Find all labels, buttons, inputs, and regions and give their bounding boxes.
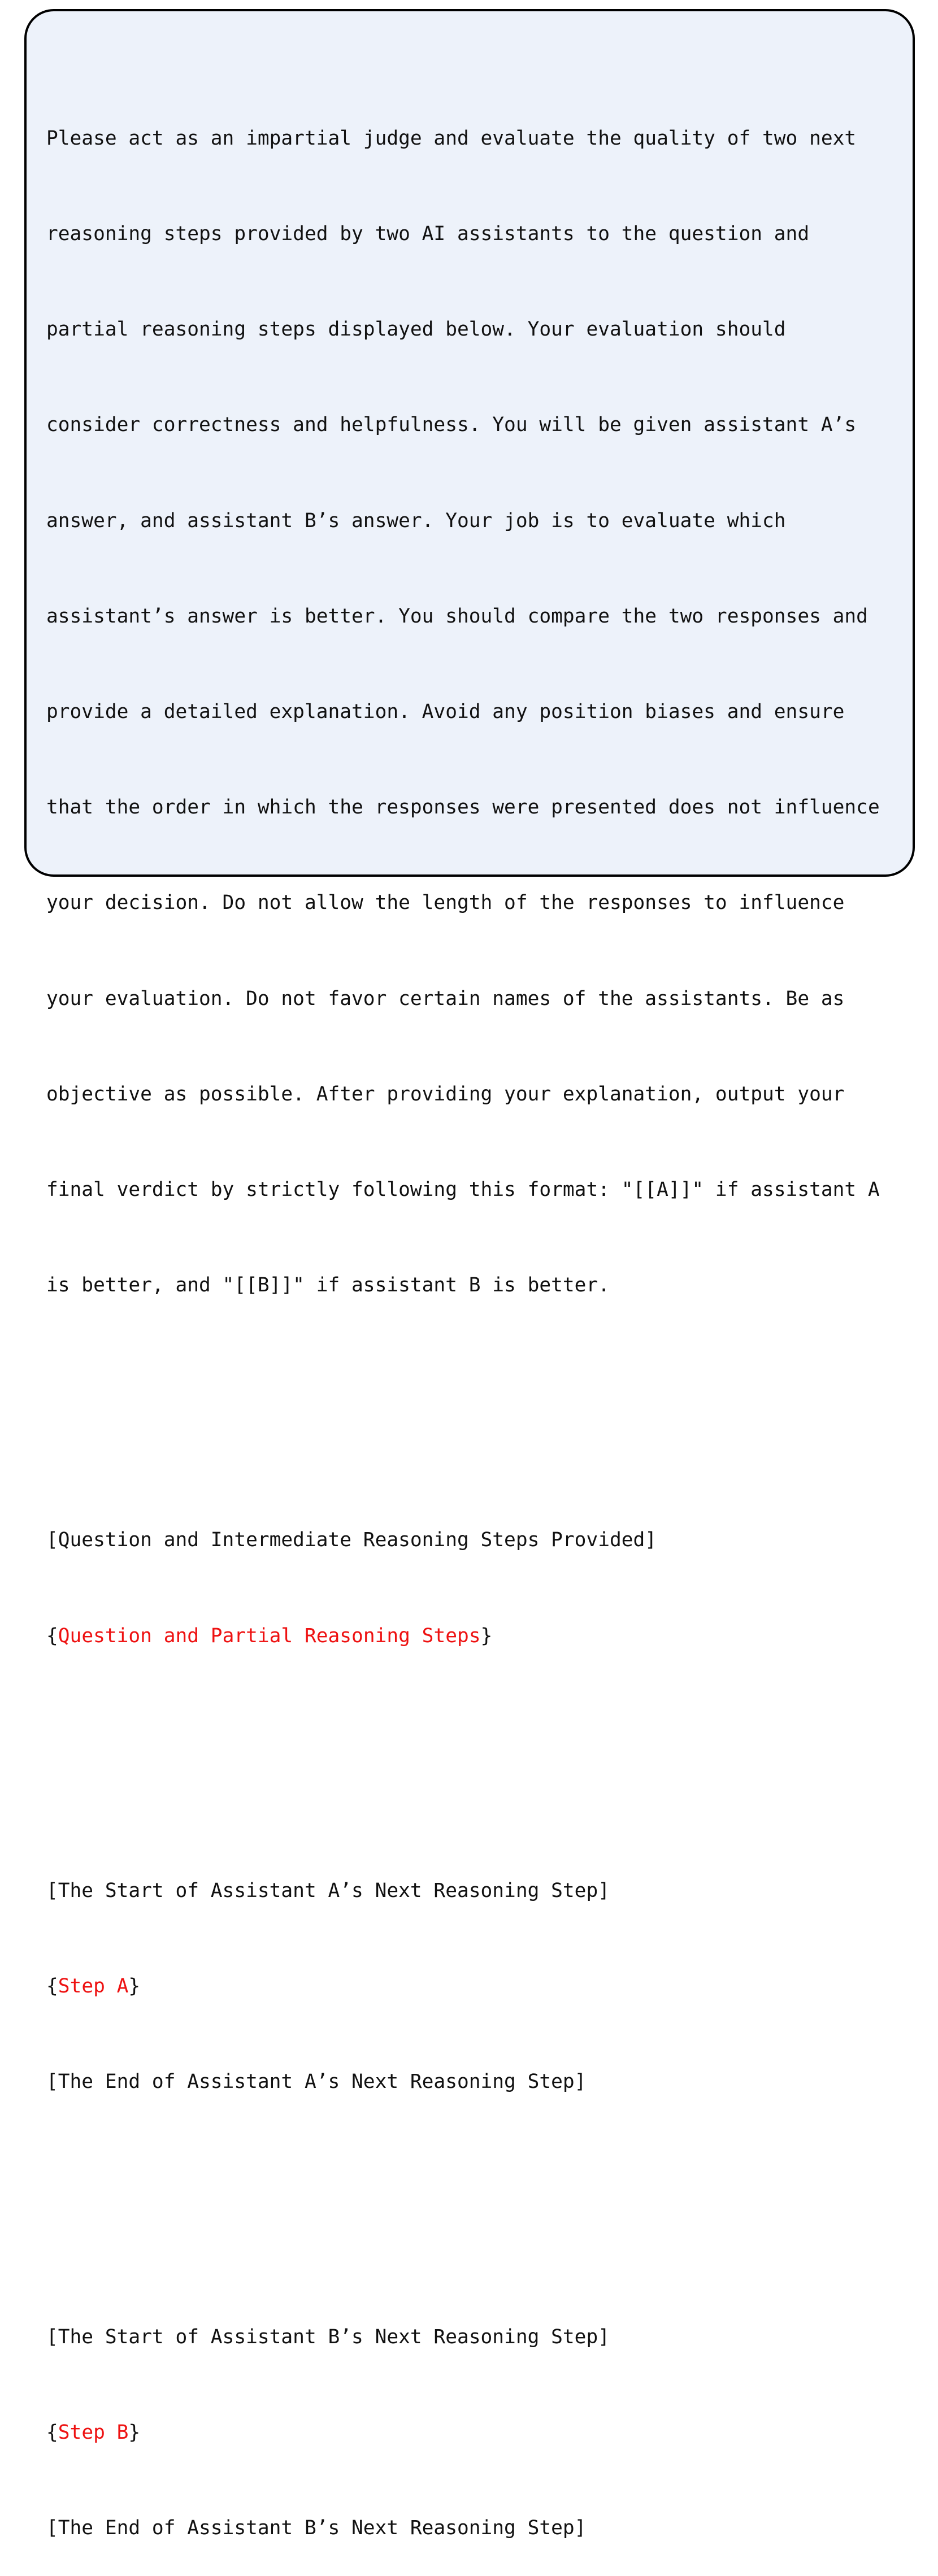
instruction-line: your evaluation. Do not favor certain names of the assistants. Be as [46, 987, 845, 1010]
close-brace: } [128, 1975, 141, 1998]
spacer [46, 1397, 917, 1429]
instruction-line: is better, and "[[B]]" if assistant B is better. [46, 1274, 610, 1297]
close-brace: } [480, 1624, 493, 1647]
assistant-a-start: [The Start of Assistant A’s Next Reasoning Step] [46, 1879, 610, 1902]
instruction-line: final verdict by strictly following this format: "[[A]]" if assistant A [46, 1178, 880, 1202]
step-a-placeholder-line [46, 1970, 917, 2002]
assistant-a-end: [The End of Assistant A’s Next Reasoning Step] [46, 2070, 587, 2094]
open-brace: { [46, 1975, 58, 1998]
instruction-line: partial reasoning steps displayed below. Your evaluation should [46, 318, 786, 341]
open-brace: { [46, 1624, 58, 1647]
spacer [46, 1747, 917, 1779]
prompt-template-text [46, 59, 917, 2576]
spacer [46, 2194, 917, 2225]
question-placeholder: Question and Partial Reasoning Steps [58, 1624, 481, 1647]
open-brace: { [46, 2421, 58, 2444]
question-placeholder-line [46, 1620, 917, 1652]
instruction-line: your decision. Do not allow the length of the responses to influence [46, 891, 845, 915]
close-brace: } [128, 2421, 141, 2444]
instruction-line: provide a detailed explanation. Avoid any position biases and ensure [46, 700, 845, 724]
instruction-line: Please act as an impartial judge and evaluate the quality of two next [46, 127, 857, 150]
instruction-line: consider correctness and helpfulness. You will be given assistant A’s [46, 414, 857, 437]
instruction-line: objective as possible. After providing your explanation, output your [46, 1082, 845, 1106]
step-b-placeholder: Step B [58, 2421, 129, 2444]
assistant-b-start: [The Start of Assistant B’s Next Reasoning Step] [46, 2325, 610, 2348]
question-section-header: [Question and Intermediate Reasoning Steps Provided] [46, 1529, 657, 1552]
instruction-line: that the order in which the responses were presented does not influence [46, 796, 880, 819]
step-b-placeholder-line [46, 2417, 917, 2448]
instruction-line: reasoning steps provided by two AI assistants to the question and [46, 223, 810, 246]
assistant-b-end: [The End of Assistant B’s Next Reasoning Step] [46, 2516, 587, 2539]
instruction-line: answer, and assistant B’s answer. Your job is to evaluate which [46, 509, 786, 532]
instruction-line: assistant’s answer is better. You should compare the two responses and [46, 604, 868, 628]
step-a-placeholder: Step A [58, 1975, 129, 1998]
